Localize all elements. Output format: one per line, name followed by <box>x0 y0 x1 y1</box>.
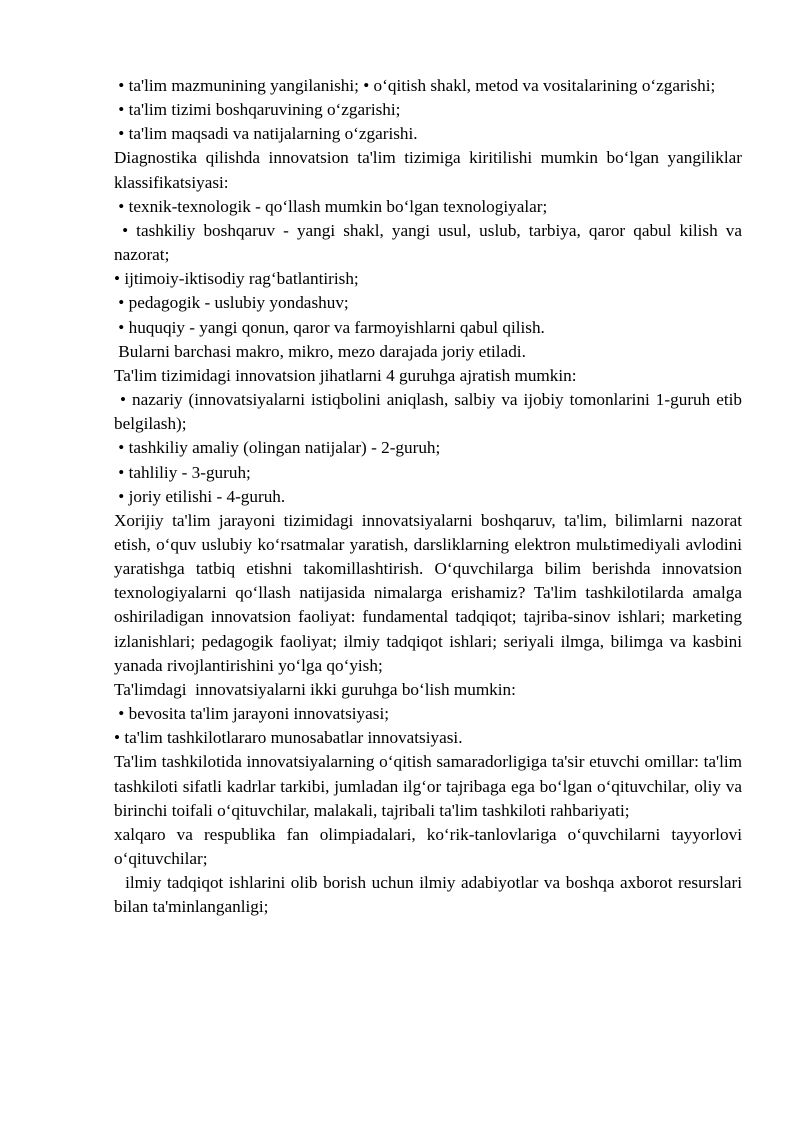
paragraph-16: Xorijiy ta'lim jarayoni tizimidagi innovatsiyalarni boshqaruv, ta'lim, bilimlarni nazorat etish, o‘quv uslubiy ko‘rsatmalar yaratish, darsliklarning elektron mulьtimediyali avlodini yaratishga tatbiq etishni takomillashtirish. O‘quvchilarga bilim berishda innovatsion texnologiyalarni qo‘llash natijasida nimalarga erishamiz? Ta'lim tashkilotilarda amalga oshiriladigan innovatsion faoliyat: fundamental tadqiqot; tajriba-sinov ishlari; marketing izlanishlari; pedagogik faoliyat; ilmiy tadqiqot ishlari; seriyali ilmga, bilimga va kasbini yanada rivojlantirishini yo‘lga qo‘yish; <box>114 510 742 675</box>
paragraph-15: • joriy etilishi - 4-guruh. <box>114 486 286 506</box>
paragraph-12: • nazariy (innovatsiyalarni istiqbolini aniqlash, salbiy va ijobiy tomonlarini 1-guruh etib belgilash); <box>114 390 742 434</box>
paragraph-11: Ta'lim tizimidagi innovatsion jihatlarni 4 guruhga ajratish mumkin: <box>114 365 577 385</box>
paragraph-13: • tashkiliy amaliy (olingan natijalar) - 2-guruh; <box>114 438 441 458</box>
paragraph-22: ilmiy tadqiqot ishlarini olib borish uchun ilmiy adabiyotlar va boshqa axborot resurslari bilan ta'minlanganligi; <box>114 873 742 917</box>
paragraph-8: • pedagogik - uslubiy yondashuv; <box>114 293 349 313</box>
paragraph-6: • tashkiliy boshqaruv - yangi shakl, yangi usul, uslub, tarbiya, qaror qabul kilish va nazorat; <box>114 220 742 265</box>
paragraph-1: • ta'lim mazmunining yangilanishi; • o‘qitish shakl, metod va vositalarining o‘zgarishi; <box>114 76 716 95</box>
paragraph-17: Ta'limdagi innovatsiyalarni ikki guruhga bo‘lish mumkin: <box>114 679 516 699</box>
paragraph-19: • ta'lim tashkilotlararo munosabatlar innovatsiyasi. <box>114 728 463 748</box>
paragraph-10: Bularni barchasi makro, mikro, mezo darajada joriy etiladi. <box>114 341 526 361</box>
paragraph-7: • ijtimoiy-iktisodiy rag‘batlantirish; <box>114 269 359 289</box>
paragraph-20: Ta'lim tashkilotida innovatsiyalarning o‘qitish samaradorligiga ta'sir etuvchi omillar: ta'lim tashkiloti sifatli kadrlar tarkibi, jumladan ilg‘or tajribaga ega bo‘lgan o‘qituvchilar, oliy va birinchi toifali o‘qituvchilar, malakali, tajribali ta'lim tashkiloti rahbariyati; <box>114 752 742 820</box>
paragraph-4: Diagnostika qilishda innovatsion ta'lim tizimiga kiritilishi mumkin bo‘lgan yangiliklar klassifikatsiyasi: <box>114 148 742 192</box>
paragraph-9: • huquqiy - yangi qonun, qaror va farmoyishlarni qabul qilish. <box>114 317 545 337</box>
document-page <box>114 74 742 919</box>
paragraph-14: • tahliliy - 3-guruh; <box>114 462 251 482</box>
paragraph-21: xalqaro va respublika fan olimpiadalari, ko‘rik-tanlovlariga o‘quvchilarni tayyorlovi o‘qituvchilar; <box>114 824 742 868</box>
paragraph-18: • bevosita ta'lim jarayoni innovatsiyasi; <box>114 704 389 724</box>
paragraph-5: • texnik-texnologik - qo‘llash mumkin bo‘lgan texnologiyalar; <box>114 196 548 216</box>
paragraph-3: • ta'lim maqsadi va natijalarning o‘zgarishi. <box>114 124 418 144</box>
paragraph-2: • ta'lim tizimi boshqaruvining o‘zgarishi; <box>114 100 401 120</box>
